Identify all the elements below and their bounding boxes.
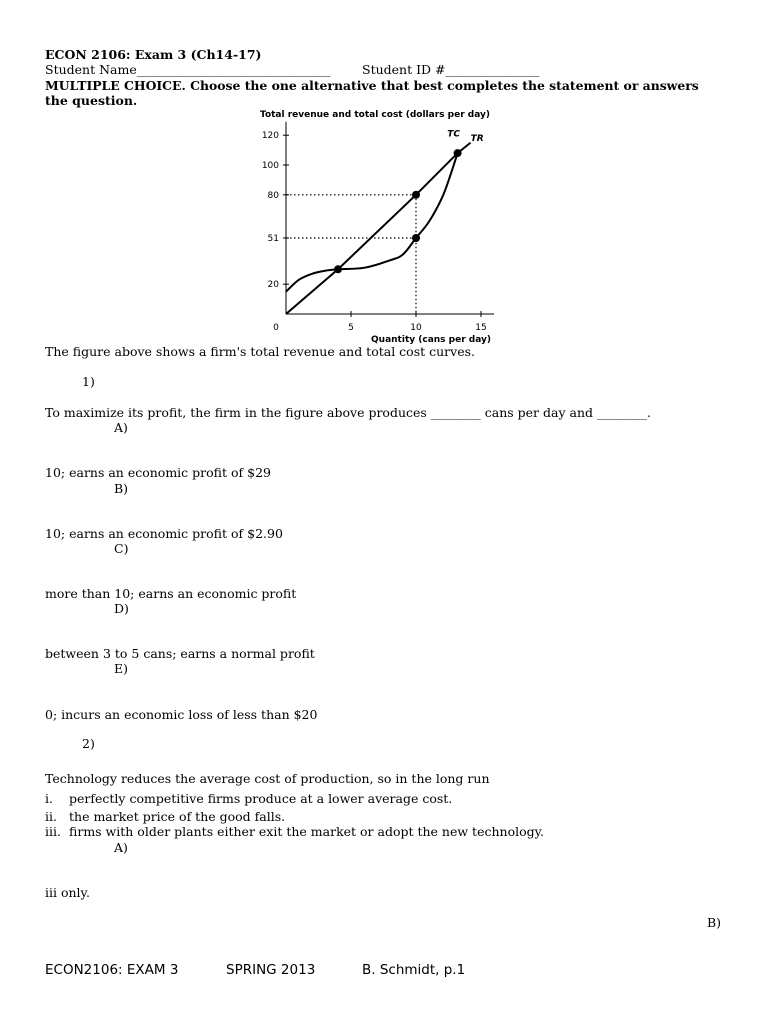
q2-item-ii-text: the market price of the good falls.: [69, 809, 286, 824]
series-line-tr: [286, 143, 471, 314]
x-tick-label: 0: [273, 323, 279, 333]
plot-area: [262, 122, 494, 333]
student-name-field: Student Name_______________________________: [45, 62, 331, 77]
y-tick-label: 20: [267, 280, 279, 291]
question-2-text: Technology reduces the average cost of production, so in the long run: [45, 771, 490, 786]
q2-item-i-num: i.: [45, 791, 53, 806]
q1-option-c-text[interactable]: more than 10; earns an economic profit: [45, 586, 297, 601]
y-tick-label: 51: [267, 234, 279, 245]
data-point: [454, 149, 462, 157]
footer-term: SPRING 2013: [226, 962, 316, 978]
q2-item-iii-num: iii.: [45, 824, 61, 839]
chart-title: Total revenue and total cost (dollars per day): [260, 110, 490, 120]
q1-option-b-label: B): [114, 481, 129, 496]
q1-option-a-text[interactable]: 10; earns an economic profit of $29: [45, 465, 271, 480]
q1-option-a-label: A): [114, 420, 128, 435]
question-1-number: 1): [82, 374, 95, 389]
tr-tc-chart: [248, 104, 508, 346]
series-label-tc: TC: [447, 129, 460, 140]
student-id-field: Student ID #_______________: [362, 62, 540, 77]
q2-option-a-label: A): [114, 840, 128, 855]
q1-option-d-text[interactable]: between 3 to 5 cans; earns a normal profit: [45, 646, 315, 661]
q1-option-d-label: D): [114, 601, 129, 616]
q2-option-b-label: B): [707, 915, 722, 930]
exam-title: ECON 2106: Exam 3 (Ch14-17): [45, 47, 262, 62]
q2-item-ii-num: ii.: [45, 809, 57, 824]
series-label-tr: TR: [470, 134, 484, 145]
instructions-line-1: MULTIPLE CHOICE. Choose the one alternative that best completes the statement or answers: [45, 78, 699, 93]
q1-option-b-text[interactable]: 10; earns an economic profit of $2.90: [45, 526, 283, 541]
x-tick-label: 5: [348, 323, 354, 333]
data-point: [412, 234, 420, 242]
q2-item-iii-text: firms with older plants either exit the market or adopt the new technology.: [69, 824, 544, 839]
q2-item-i-text: perfectly competitive firms produce at a lower average cost.: [69, 791, 453, 806]
x-tick-label: 10: [410, 323, 422, 333]
q1-option-e-label: E): [114, 661, 129, 676]
y-tick-label: 100: [261, 161, 279, 171]
footer-course: ECON2106: EXAM 3: [45, 962, 179, 978]
y-tick-label: 120: [261, 131, 279, 142]
footer-page: B. Schmidt, p.1: [362, 962, 466, 978]
q1-option-c-label: C): [114, 541, 129, 556]
q2-option-a-text[interactable]: iii only.: [45, 885, 90, 900]
x-axis-label: Quantity (cans per day): [371, 335, 491, 345]
series-line-tc: [286, 153, 458, 292]
q1-option-e-text[interactable]: 0; incurs an economic loss of less than $20: [45, 707, 318, 722]
data-point: [334, 265, 342, 273]
figure-caption: The figure above shows a firm's total revenue and total cost curves.: [45, 344, 475, 359]
y-tick-label: 80: [267, 190, 279, 201]
question-2-number: 2): [82, 736, 95, 751]
instructions-line-2: the question.: [45, 93, 138, 108]
question-1-text: To maximize its profit, the firm in the figure above produces ________ cans per day and ________.: [45, 405, 651, 420]
data-point: [412, 191, 420, 199]
x-tick-label: 15: [475, 323, 487, 333]
